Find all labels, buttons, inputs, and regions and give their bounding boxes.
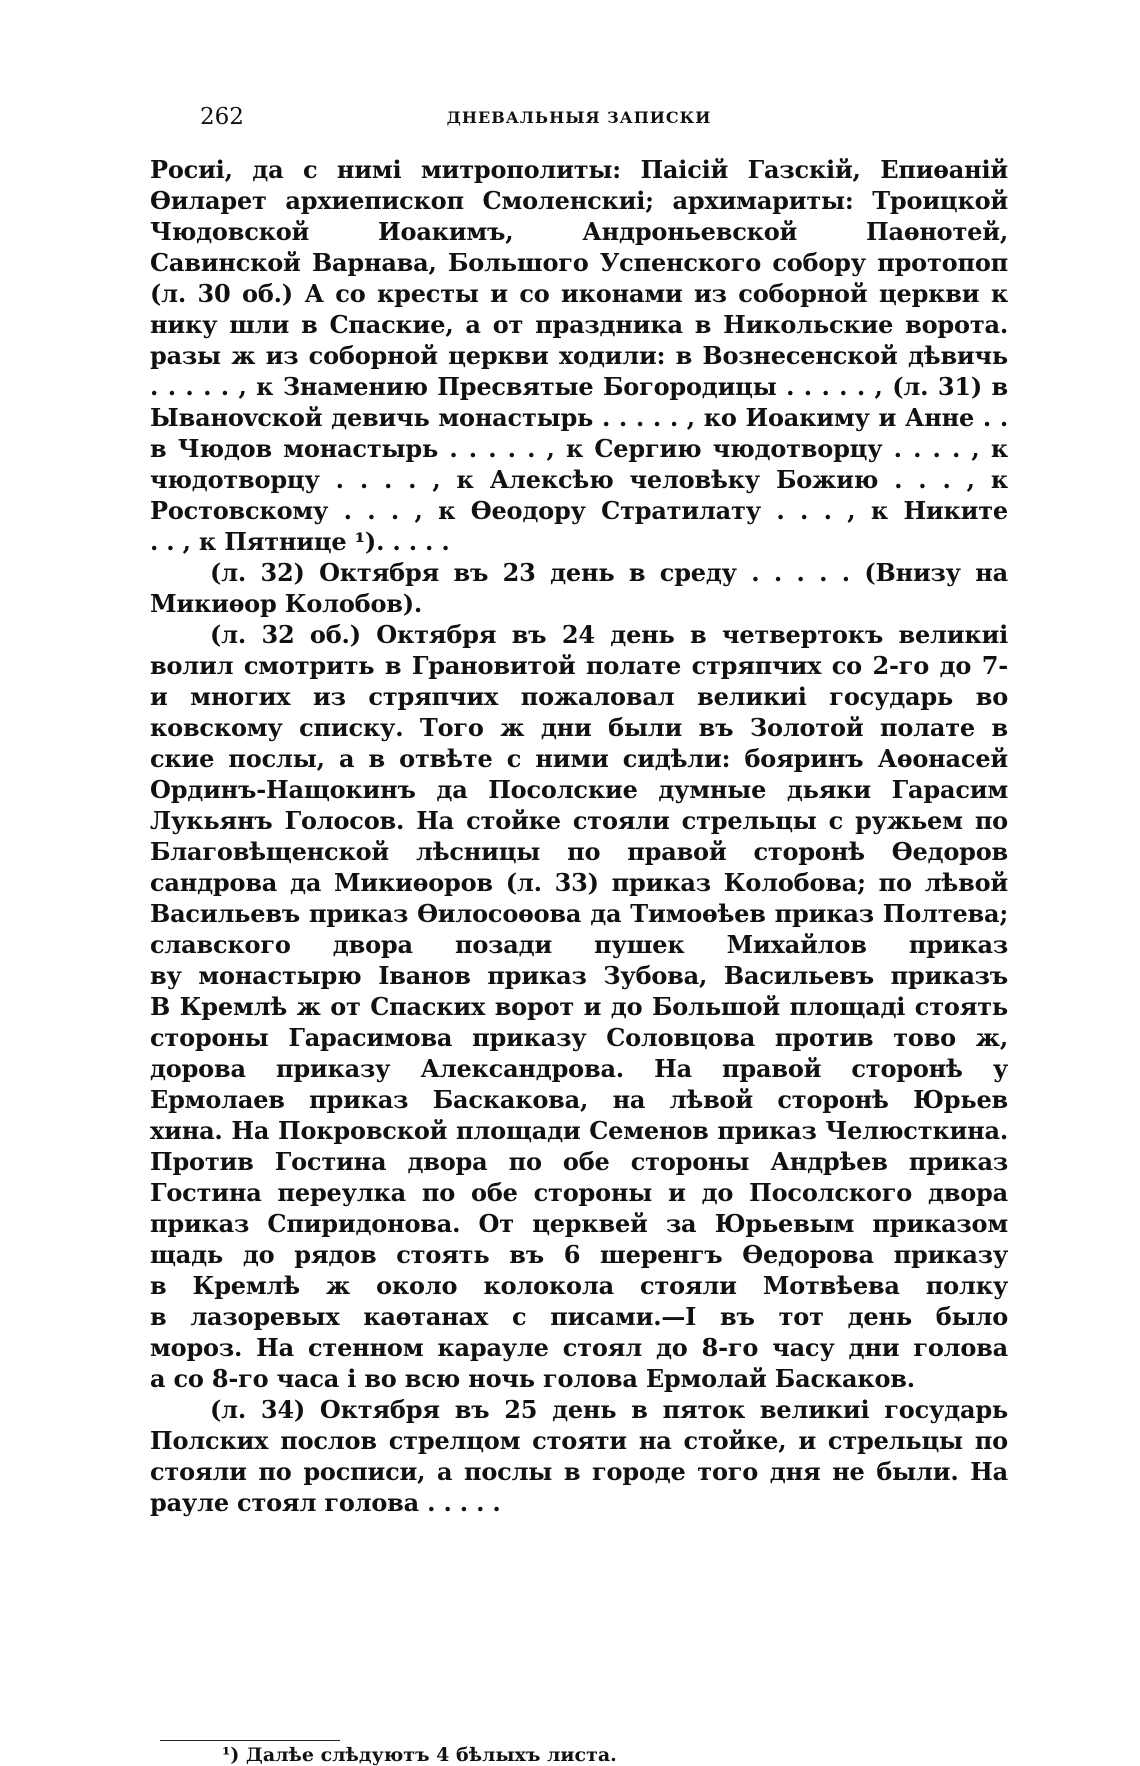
text-line: мороз. На стенном карауле стоял до 8-го часу дни голова: [150, 1333, 1008, 1362]
text-line: Микиѳор Колобов).: [150, 589, 423, 618]
text-line: нику шли в Спаские, а от праздника в Никольские ворота.: [150, 310, 1008, 339]
body-text: [150, 154, 1008, 1518]
text-line: В Кремлѣ ж от Спаских ворот и до Большой площаді стоять: [150, 992, 1008, 1021]
text-line: Васильевъ приказ Ѳилосоѳова да Тимоѳѣев приказ Полтева;: [150, 899, 1008, 928]
text-line: Лукьянъ Голосов. На стойке стояли стрельцы с ружьем по: [150, 806, 1008, 835]
text-line: Полских послов стрелцом стояти на стойке, и стрельцы по: [150, 1426, 1008, 1455]
text-line: Росиі, да с нимі митрополиты: Паісій Газскій, Епиѳаній: [150, 155, 1008, 184]
text-line: в лазоревых каѳтанах с писами.—І въ тот день было: [150, 1302, 1008, 1331]
text-line: щадь до рядов стоять въ 6 шеренгъ Ѳедорова приказу: [150, 1240, 1008, 1269]
text-line: Ываноvской девичь монастырь . . . . . , ко Иоакиму и Анне . .: [150, 403, 1008, 432]
text-line: сандрова да Микиѳоров (л. 33) приказ Колобова; по лѣвой: [150, 868, 1008, 897]
text-line: . . . . . , к Знамению Пресвятые Богородицы . . . . . , (л. 31) в: [150, 372, 1008, 401]
running-title: ДНЕВАЛЬНЫЯ ЗАПИСКИ: [446, 108, 712, 127]
page-number: 262: [200, 104, 244, 130]
text-line: славского двора позади пушек Михайлов приказ: [150, 930, 1008, 959]
text-line: волил смотрить в Грановитой полате стряпчих со 2-го до 7-: [150, 651, 1008, 680]
text-line: Ермолаев приказ Баскакова, на лѣвой сторонѣ Юрьев: [150, 1085, 1008, 1114]
text-line: ковскому списку. Того ж дни были въ Золотой полате в: [150, 713, 1008, 742]
text-line: в Кремлѣ ж около колокола стояли Мотвѣева полку: [150, 1271, 1008, 1300]
text-line: (л. 32) Октября въ 23 день в среду . . . . . (Внизу на: [210, 558, 1008, 587]
text-line: приказ Спиридонова. От церквей за Юрьевым приказом: [150, 1209, 1008, 1238]
text-line: рауле стоял голова . . . . .: [150, 1488, 501, 1517]
text-line: Ординъ-Нащокинъ да Посолские думные дьяки Гарасим: [150, 775, 1008, 804]
text-line: (л. 34) Октября въ 25 день в пяток великиі государь: [210, 1395, 1008, 1424]
text-line: Савинской Варнава, Большого Успенского собору протопоп: [150, 248, 1008, 277]
text-line: в Чюдов монастырь . . . . . , к Сергию чюдотворцу . . . . , к: [150, 434, 1008, 463]
text-line: ские послы, а в отвѣте с ними сидѣли: бояринъ Аѳонасей: [150, 744, 1008, 773]
text-line: (л. 30 об.) А со кресты и со иконами из соборной церкви к: [150, 279, 1008, 308]
text-line: Гостина переулка по обе стороны и до Посолского двора: [150, 1178, 1008, 1207]
text-line: чюдотворцу . . . . , к Алексѣю человѣку Божию . . . , к: [150, 465, 1008, 494]
text-line: ву монастырю Іванов приказ Зубова, Васильевъ приказъ: [150, 961, 1008, 990]
page-header: [150, 104, 1008, 134]
text-line: дорова приказу Александрова. На правой сторонѣ у: [150, 1054, 1008, 1083]
footnote: ¹) Далѣе слѣдуютъ 4 бѣлыхъ листа.: [222, 1744, 617, 1766]
text-line: разы ж из соборной церкви ходили: в Вознесенской дѣвичь: [150, 341, 1008, 370]
text-line: (л. 32 об.) Октября въ 24 день в четвертокъ великиі: [210, 620, 1008, 649]
text-line: стояли по росписи, а послы в городе того дня не были. На: [150, 1457, 1008, 1486]
footnote-rule: [160, 1740, 340, 1741]
text-line: хина. На Покровской площади Семенов приказ Челюсткина.: [150, 1116, 1008, 1145]
text-line: Против Гостина двора по обе стороны Андрѣев приказ: [150, 1147, 1008, 1176]
text-line: Ростовскому . . . , к Ѳеодору Стратилату . . . , к Никите: [150, 496, 1008, 525]
text-line: а со 8-го часа і во всю ночь голова Ермолай Баскаков.: [150, 1364, 915, 1393]
text-line: стороны Гарасимова приказу Соловцова против тово ж,: [150, 1023, 1008, 1052]
text-line: Благовѣщенской лѣсницы по правой сторонѣ Ѳедоров: [150, 837, 1008, 866]
text-line: . . , к Пятнице ¹). . . . .: [150, 527, 450, 556]
text-line: Ѳиларет архиепископ Смоленскиі; архимариты: Троицкой: [150, 186, 1008, 215]
text-line: и многих из стряпчих пожаловал великиі государь во: [150, 682, 1008, 711]
text-line: Чюдовской Иоакимъ, Андроньевской Паѳнотей,: [150, 217, 1008, 246]
